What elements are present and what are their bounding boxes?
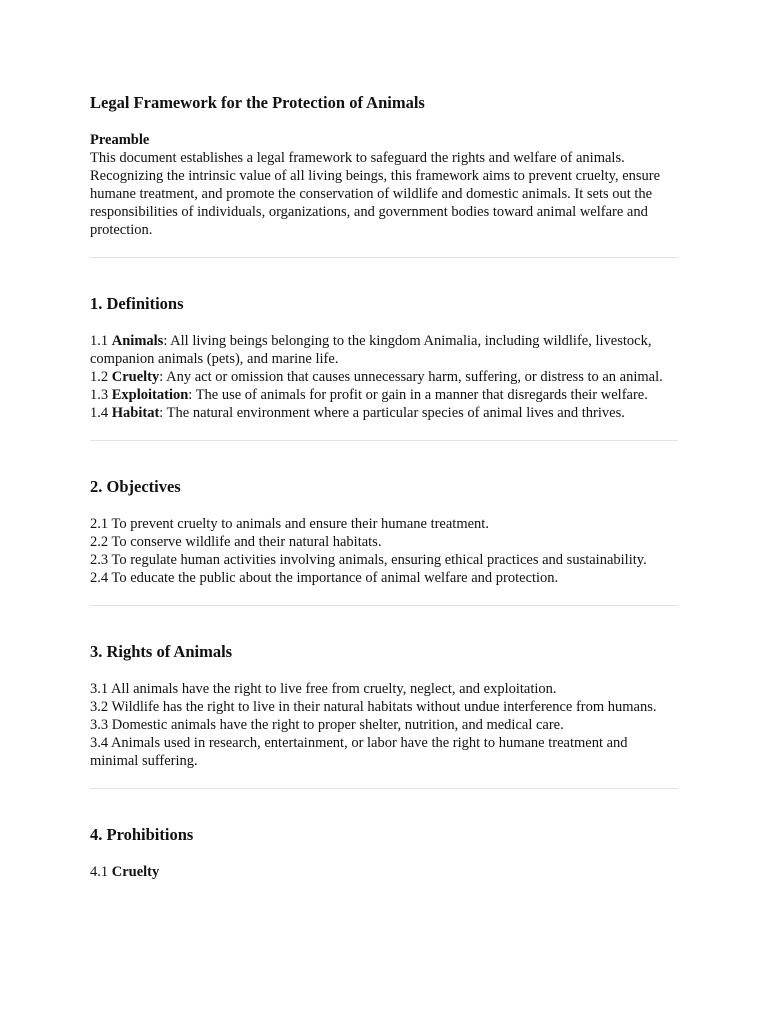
document-title: Legal Framework for the Protection of Animals — [90, 93, 425, 112]
definition-number: 1.1 — [90, 333, 112, 349]
definition-item — [90, 386, 678, 404]
section-divider — [90, 257, 678, 258]
prohibition-item — [90, 863, 678, 881]
objective-item: 2.1 To prevent cruelty to animals and ensure their humane treatment. — [90, 516, 489, 532]
section-divider — [90, 440, 678, 441]
definition-text: : All living beings belonging to the kingdom Animalia, including wildlife, livestock, companion animals (pets), and marine life. — [90, 333, 652, 367]
definition-term: Exploitation — [111, 387, 189, 403]
preamble-section — [90, 131, 678, 239]
definition-term: Habitat — [111, 405, 160, 421]
definition-text: : The natural environment where a particular species of animal lives and thrives. — [159, 405, 625, 421]
definition-item — [90, 404, 678, 422]
prohibition-term: Cruelty — [111, 864, 160, 880]
right-item: 3.4 Animals used in research, entertainment, or labor have the right to humane treatment and minimal suffering. — [90, 735, 628, 769]
right-item: 3.3 Domestic animals have the right to proper shelter, nutrition, and medical care. — [90, 717, 564, 733]
objective-item: 2.2 To conserve wildlife and their natural habitats. — [90, 534, 382, 550]
definition-number: 1.4 — [90, 405, 112, 421]
definition-term: Cruelty — [111, 369, 160, 385]
rights-heading: 3. Rights of Animals — [90, 642, 233, 661]
objective-item: 2.4 To educate the public about the importance of animal welfare and protection. — [90, 570, 559, 586]
preamble-heading: Preamble — [90, 132, 150, 148]
definition-item — [90, 368, 678, 386]
prohibitions-heading: 4. Prohibitions — [90, 825, 194, 844]
prohibitions-section — [90, 825, 678, 881]
section-divider — [90, 605, 678, 606]
definition-item — [90, 332, 678, 368]
definition-term: Animals — [111, 333, 164, 349]
definitions-heading: 1. Definitions — [90, 294, 184, 313]
rights-section — [90, 642, 678, 770]
definition-number: 1.3 — [90, 387, 112, 403]
section-divider — [90, 788, 678, 789]
definition-number: 1.2 — [90, 369, 112, 385]
right-item: 3.1 All animals have the right to live free from cruelty, neglect, and exploitation. — [90, 681, 557, 697]
preamble-body: This document establishes a legal framework to safeguard the rights and welfare of animals. Recognizing the intrinsic value of all living beings, this framework aims to prevent cruelty, ensure humane treatment, and promote the conservation of wildlife and domestic animals. It sets out the responsibilities of individuals, organizations, and government bodies toward animal welfare and protection. — [90, 150, 661, 238]
right-item: 3.2 Wildlife has the right to live in their natural habitats without undue interference from humans. — [90, 699, 657, 715]
objectives-heading: 2. Objectives — [90, 477, 181, 496]
prohibition-number: 4.1 — [90, 864, 112, 880]
objective-item: 2.3 To regulate human activities involving animals, ensuring ethical practices and sustainability. — [90, 552, 647, 568]
objectives-section — [90, 477, 678, 587]
definition-text: : Any act or omission that causes unnecessary harm, suffering, or distress to an animal. — [159, 369, 663, 385]
definitions-section — [90, 294, 678, 422]
definition-text: : The use of animals for profit or gain in a manner that disregards their welfare. — [188, 387, 648, 403]
document-content — [90, 93, 678, 881]
